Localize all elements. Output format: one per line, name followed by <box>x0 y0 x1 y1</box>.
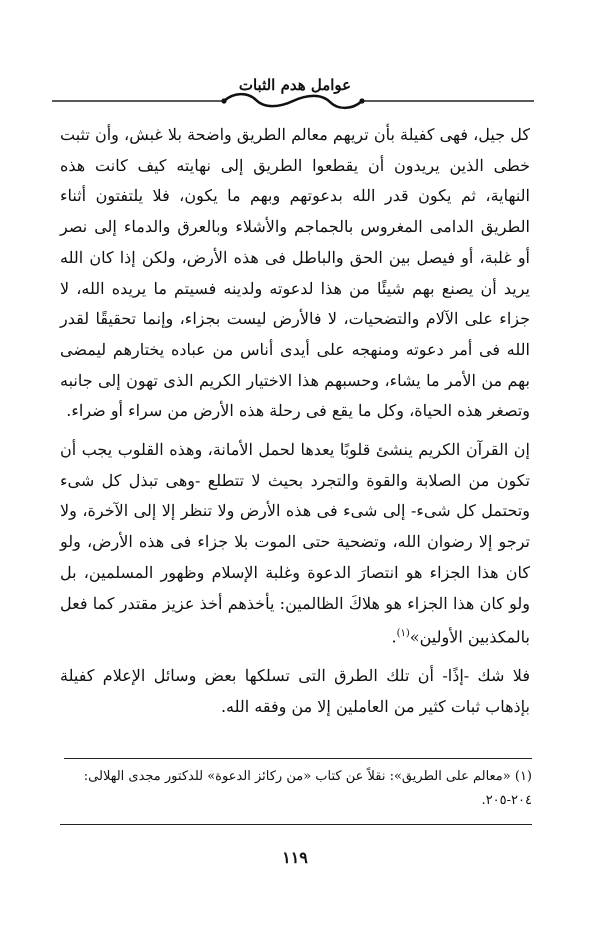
footnote-marker: (١) <box>396 628 410 640</box>
header-ornament-rule <box>52 90 534 114</box>
running-head-title: عوامل هدم الثبات <box>238 76 352 94</box>
footnote-divider <box>64 758 532 759</box>
paragraph-2: إن القرآن الكريم ينشئ قلوبًا يعدها لحمل الأمانة، وهذه القلوب يجب أن تكون من الصلابة والقوة والتجرد بحيث لا تتطلع -وهى تبذل كل شىء وتحتمل كل شىء- إلى شىء فى هذه الأرض ولا تنظر إلا إلى الآخرة، ولا ترجو إلا رضوان الله، وتضحية حتى الموت بلا جزاء فى هذه الأرض، ولو كان هذا الجزاء هو انتصارَ الدعوة وغلبة الإسلام وظهور المسلمين، بل ولو كان هذا الجزاء هو هلاكَ الظالمين: يأخذهم أخذ عزيز مقتدر كما فعل بالمكذبين الأولين»$^{(١)}$. <box>60 440 530 647</box>
footnote: (١) «معالم على الطريق»: نقلاً عن كتاب «من ركائز الدعوة» للدكتور مجدى الهلالى: ٢٠٤-٢٠٥. <box>83 769 532 808</box>
page-number: ١١٩ <box>282 848 308 867</box>
bottom-divider <box>60 824 532 825</box>
paragraph-2-text: إن القرآن الكريم ينشئ قلوبًا يعدها لحمل الأمانة، وهذه القلوب يجب أن تكون من الصلابة والقوة والتجرد بحيث لا تتطلع -وهى تبذل كل شىء وتحتمل كل شىء- إلى شىء فى هذه الأرض ولا تنظر إلا إلى الآخرة، ولا ترجو إلا رضوان الله، وتضحية حتى الموت بلا جزاء فى هذه الأرض، ولو كان هذا الجزاء هو انتصارَ الدعوة وغلبة الإسلام وظهور المسلمين، بل ولو كان هذا الجزاء هو هلاكَ الظالمين: يأخذهم أخذ عزيز مقتدر كما فعل بالمكذبين الأولين» <box>60 440 530 647</box>
paragraph-3: فلا شك -إذًا- أن تلك الطرق التى تسلكها بعض وسائل الإعلام كفيلة بإذهاب ثبات كثير من العاملين إلا من وفقه الله. <box>60 666 530 716</box>
paragraph-1: كل جيل، فهى كفيلة بأن تريهم معالم الطريق واضحة بلا غبش، وأن تثبت خطى الذين يريدون أن يقطعوا الطريق إلى نهايته كيف كانت هذه النهاية، ثم يكون قدر الله بدعوتهم وبهم ما يكون، فلا يلتفتون أثناء الطريق الدامى المغروس بالجماجم والأشلاء وبالعرق والدماء إلى نصر أو غلبة، أو فيصل بين الحق والباطل فى هذه الأرض، ولكن إذا كان الله يريد أن يصنع بهم شيئًا من هذا لدعوته ولدينه فسيتم ما يريده الله، لا جزاء على الآلام والتضحيات، لا فالأرض ليست بجزاء، وإنما تحقيقًا لقدر الله فى أمر دعوته ومنهجه على أيدى أناس من عباده يختارهم ليمضى بهم من الأمر ما يشاء، وحسبهم هذا الاختيار الكريم الذى تهون إلى جانبه وتصغر هذه الحياة، وكل ما يقع فى رحلة هذه الأرض من سراء أو ضراء. <box>60 125 530 421</box>
body-text <box>60 120 530 723</box>
